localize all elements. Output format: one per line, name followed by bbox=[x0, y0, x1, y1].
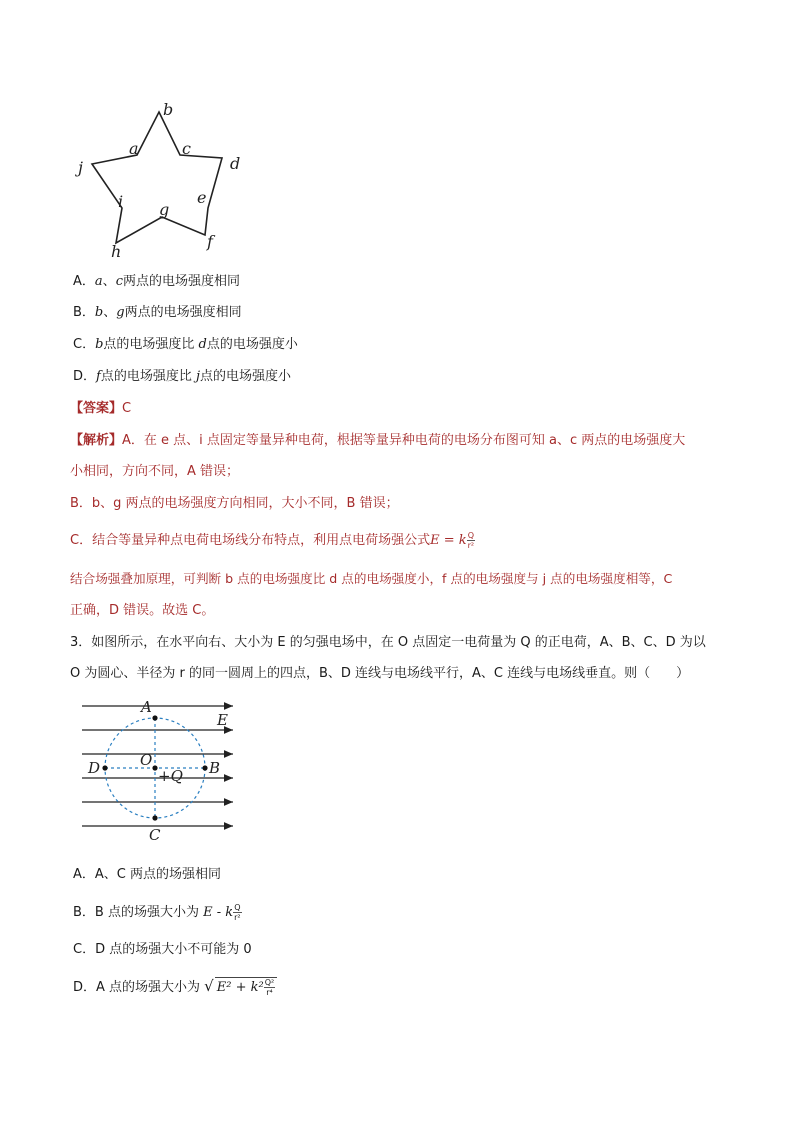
q2-option-d: D．f点的电场强度比 j点的电场强度小 bbox=[73, 369, 292, 384]
label-C: C bbox=[149, 826, 161, 844]
point-a bbox=[152, 715, 157, 720]
label-a: a bbox=[129, 139, 139, 158]
label-f: f bbox=[207, 232, 213, 251]
label-A: A bbox=[141, 698, 152, 716]
point-c bbox=[152, 815, 157, 820]
q2-option-c: C．b点的电场强度比 d点的电场强度小 bbox=[73, 337, 298, 352]
label-g: g bbox=[159, 200, 170, 219]
fraction-q2-over-r4: $\frac{\text{Q²}}{\text{r⁴}}$ bbox=[264, 978, 275, 997]
label-O: O bbox=[140, 751, 153, 769]
q2-option-b: B．b、g两点的电场强度相同 bbox=[73, 305, 242, 320]
q3-option-b: B．B 点的场强大小为 E - k $\frac{Q}{\text{r²}}$ bbox=[73, 903, 241, 922]
q2-analysis-line2: 小相同，方向不同，A 错误； bbox=[70, 464, 240, 479]
q3-option-d: D．A 点的场强大小为 √ E² + k² $\frac{\text{Q²}}{\text{r⁴}}$ bbox=[73, 977, 277, 997]
formula-e-kq: E = k bbox=[430, 533, 467, 548]
label-c: c bbox=[182, 139, 191, 158]
label-B: B bbox=[209, 759, 221, 777]
q2-analysis-line3: B．b、g 两点的电场强度方向相同，大小不同，B 错误； bbox=[70, 496, 399, 511]
answer-tag: 【答案】 bbox=[70, 401, 123, 416]
q2-option-a: A．a、c两点的电场强度相同 bbox=[73, 274, 240, 289]
fraction-q-over-r2-b: $\frac{Q}{\text{r²}}$ bbox=[234, 903, 241, 922]
sqrt-symbol: √ bbox=[204, 977, 214, 995]
star-figure bbox=[70, 95, 260, 265]
q3-option-c: C．D 点的场强大小不可能为 0 bbox=[73, 942, 252, 957]
q3-stem-line1: 3．如图所示，在水平向右、大小为 E 的匀强电场中，在 O 点固定一电荷量为 Q 的正电荷，A、B、C、D 为以 bbox=[70, 635, 706, 650]
point-o bbox=[152, 765, 157, 770]
q3-stem-line2: O 为圆心、半径为 r 的同一圆周上的四点，B、D 连线与电场线平行，A、C 连线与电场线垂直。则（ ） bbox=[70, 666, 690, 681]
q3-option-a: A．A、C 两点的场强相同 bbox=[73, 867, 221, 882]
label-b: b bbox=[163, 100, 174, 119]
q2-analysis-line1: 【解析】A．在 e 点、i 点固定等量异种电荷，根据等量异种电荷的电场分布图可知 a、c 两点的电场强度大 bbox=[70, 433, 686, 448]
fraction-q-over-r2: $\frac{Q}{\text{r²}}$ bbox=[467, 531, 475, 550]
answer-value: C bbox=[122, 401, 132, 416]
field-figure bbox=[78, 696, 248, 846]
label-E: E bbox=[217, 711, 228, 729]
q2-answer bbox=[70, 400, 131, 418]
q2-analysis-line6: 正确，D 错误。故选 C。 bbox=[70, 603, 215, 618]
label-h: h bbox=[111, 242, 122, 261]
label-d: d bbox=[230, 154, 241, 173]
star-outline bbox=[92, 112, 222, 243]
label-D: D bbox=[88, 759, 101, 777]
analysis-tag: 【解析】 bbox=[70, 433, 123, 448]
point-b bbox=[202, 765, 207, 770]
label-i: i bbox=[118, 192, 124, 211]
label-j: j bbox=[78, 158, 83, 177]
sqrt-body: E² + k² $\frac{\text{Q²}}{\text{r⁴}}$ bbox=[215, 977, 277, 997]
q2-analysis-line4: C．结合等量异种点电荷电场线分布特点，利用点电荷场强公式E = k $\frac{Q}{\text{r²}}$ bbox=[70, 531, 475, 550]
point-d bbox=[102, 765, 107, 770]
label-plus-Q: +Q bbox=[158, 767, 183, 785]
q2-analysis-line5: 结合场强叠加原理，可判断 b 点的电场强度比 d 点的电场强度小，f 点的电场强度与 j 点的电场强度相等，C bbox=[70, 571, 673, 586]
label-e: e bbox=[197, 188, 207, 207]
